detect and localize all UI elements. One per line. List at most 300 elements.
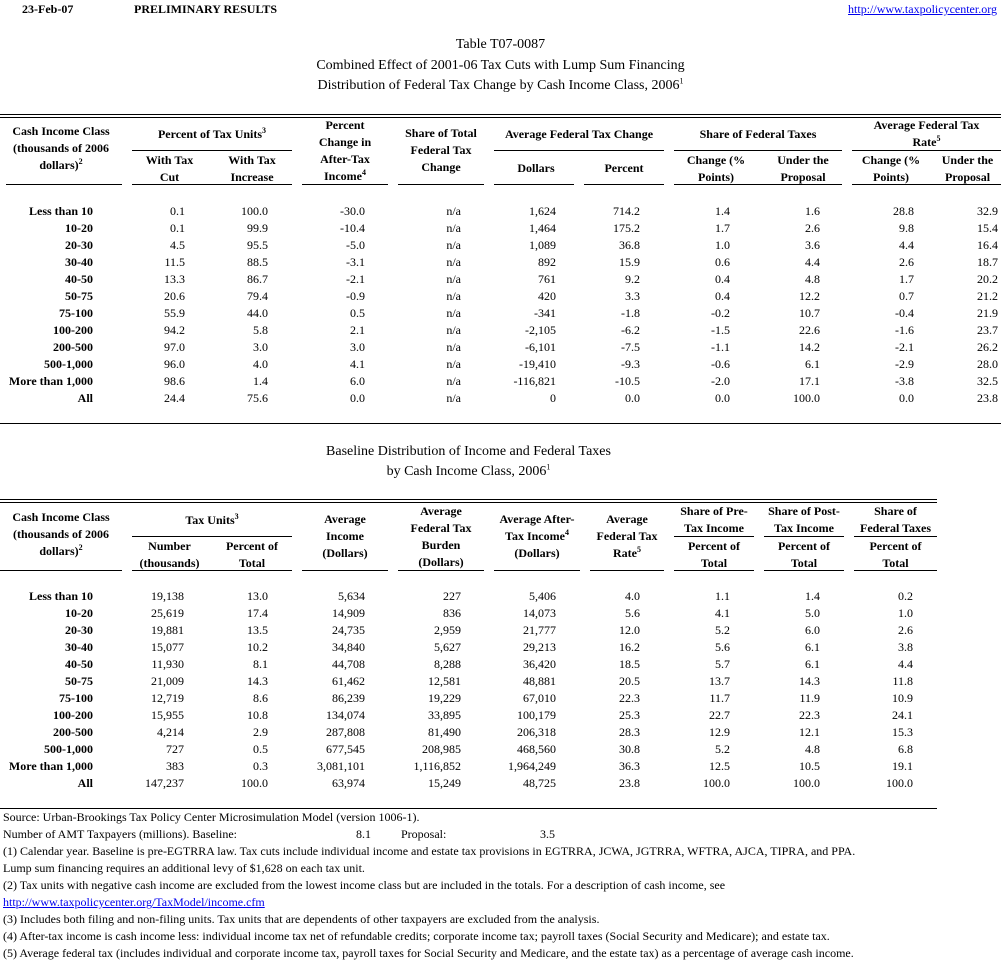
avg-tax-rate-cell: 12.0 xyxy=(619,623,640,637)
avg-after-tax-income-cell: 29,213 xyxy=(523,640,556,654)
header-line: Tax Income xyxy=(684,521,744,535)
avg-tax-burden-cell: 2,959 xyxy=(434,623,461,637)
header-line: Percent of xyxy=(869,539,922,553)
share-posttax-income-cell: 6.1 xyxy=(805,640,820,654)
avg-tax-rate-cell: 16.2 xyxy=(619,640,640,654)
share-under-proposal-cell: 6.1 xyxy=(805,357,820,371)
col-header-with-tax-increase xyxy=(212,152,292,186)
table-row xyxy=(0,673,1001,690)
rate-under-proposal-cell: 18.7 xyxy=(977,255,998,269)
share-change-points-cell: 1.0 xyxy=(715,238,730,252)
table-row xyxy=(0,690,1001,707)
avg-tax-rate-cell: 28.3 xyxy=(619,725,640,739)
with-tax-increase-cell: 1.4 xyxy=(253,374,268,388)
col-header-rate-under-proposal xyxy=(934,152,1001,186)
footnote-ref: 3 xyxy=(234,512,239,521)
avg-tax-rate-cell: 25.3 xyxy=(619,708,640,722)
avg-tax-burden-cell: 33,895 xyxy=(428,708,461,722)
table-row xyxy=(0,639,1001,656)
header-line: After-Tax xyxy=(320,152,370,166)
income-class-label: 75-100 xyxy=(59,691,93,705)
col-header-rate-change-points xyxy=(852,152,930,186)
income-class-label: More than 1,000 xyxy=(8,759,93,773)
rate-change-points-cell: 2.6 xyxy=(899,255,914,269)
share-total-change-cell: n/a xyxy=(446,391,461,405)
col-header-share-change-points xyxy=(674,152,758,186)
avg-change-dollars-cell: -19,410 xyxy=(519,357,556,371)
header-line: Share of Pre- xyxy=(680,504,748,518)
avg-change-percent-cell: -7.5 xyxy=(621,340,640,354)
table1-bottom-rule xyxy=(0,423,1001,424)
footnote-4: (4) After-tax income is cash income less: individual income tax net of refundable credits; corporate income tax; payroll taxes (Social Security and Medicare); and estate tax. xyxy=(3,929,830,943)
col-header-cash-income-class xyxy=(0,509,122,560)
average-income-cell: 86,239 xyxy=(332,691,365,705)
col-header-pct-change-after-tax xyxy=(302,117,388,185)
share-pretax-income-cell: 1.1 xyxy=(715,589,730,603)
share-fed-taxes-cell: 3.8 xyxy=(898,640,913,654)
with-tax-increase-cell: 100.0 xyxy=(241,204,268,218)
table2-top-rule xyxy=(0,499,937,500)
with-tax-increase-cell: 88.5 xyxy=(247,255,268,269)
footnote-2a: (2) Tax units with negative cash income are excluded from the lowest income class but are included in the totals. For a description of cash income, see xyxy=(3,878,726,892)
share-posttax-income-cell: 11.9 xyxy=(799,691,820,705)
header-line: Burden xyxy=(421,538,461,552)
avg-change-dollars-cell: 0 xyxy=(550,391,556,405)
with-tax-increase-cell: 44.0 xyxy=(247,306,268,320)
share-pretax-income-cell: 5.2 xyxy=(715,742,730,756)
avg-tax-rate-cell: 36.3 xyxy=(619,759,640,773)
avg-change-percent-cell: 36.8 xyxy=(619,238,640,252)
rate-under-proposal-cell: 16.4 xyxy=(977,238,998,252)
table-row xyxy=(0,390,1001,407)
rate-under-proposal-cell: 23.7 xyxy=(977,323,998,337)
share-under-proposal-cell: 1.6 xyxy=(805,204,820,218)
header-underline xyxy=(132,570,292,571)
header-line: Percent of xyxy=(777,539,831,553)
report-date: 23-Feb-07 xyxy=(22,2,74,16)
income-class-label: Less than 10 xyxy=(28,589,93,603)
header-text: dollars) xyxy=(39,544,79,558)
income-class-label: 500-1,000 xyxy=(44,742,93,756)
income-class-label: Less than 10 xyxy=(28,204,93,218)
income-class-label: 10-20 xyxy=(65,606,93,620)
income-class-label: 20-30 xyxy=(65,623,93,637)
col-header-avg-after-tax-income xyxy=(494,511,580,562)
pct-change-after-tax-cell: -5.0 xyxy=(346,238,365,252)
footnote-ref: 4 xyxy=(362,168,366,177)
share-fed-taxes-cell: 1.0 xyxy=(898,606,913,620)
header-underline xyxy=(852,184,1001,185)
share-under-proposal-cell: 4.4 xyxy=(805,255,820,269)
percent-of-total-cell: 14.3 xyxy=(247,674,268,688)
rate-change-points-cell: -0.4 xyxy=(895,306,914,320)
header-line: Percent xyxy=(325,118,365,132)
table-row xyxy=(0,758,1001,775)
avg-tax-burden-cell: 19,229 xyxy=(428,691,461,705)
pct-change-after-tax-cell: -2.1 xyxy=(346,272,365,286)
number-thousands-cell: 15,077 xyxy=(151,640,184,654)
average-income-cell: 677,545 xyxy=(326,742,365,756)
avg-tax-burden-cell: 81,490 xyxy=(428,725,461,739)
share-fed-taxes-cell: 6.8 xyxy=(898,742,913,756)
avg-after-tax-income-cell: 5,406 xyxy=(529,589,556,603)
income-class-label: All xyxy=(77,776,93,790)
header-underline xyxy=(398,570,484,571)
number-thousands-cell: 11,930 xyxy=(151,657,184,671)
avg-after-tax-income-cell: 48,881 xyxy=(523,674,556,688)
avg-tax-burden-cell: 12,581 xyxy=(428,674,461,688)
share-posttax-income-cell: 12.1 xyxy=(799,725,820,739)
share-under-proposal-cell: 12.2 xyxy=(799,289,820,303)
col-header-average-income xyxy=(302,511,388,562)
share-posttax-income-cell: 22.3 xyxy=(799,708,820,722)
col-header-with-tax-cut xyxy=(132,152,207,186)
col-header-number-thousands xyxy=(132,538,207,572)
share-pretax-income-cell: 5.6 xyxy=(715,640,730,654)
header-text: Income xyxy=(324,169,362,183)
rate-under-proposal-cell: 21.2 xyxy=(977,289,998,303)
rate-change-points-cell: 1.7 xyxy=(899,272,914,286)
header-line xyxy=(0,157,122,174)
avg-after-tax-income-cell: 67,010 xyxy=(523,691,556,705)
header-line: Percent of xyxy=(225,539,279,553)
share-pretax-income-cell: 22.7 xyxy=(709,708,730,722)
table-row xyxy=(0,707,1001,724)
header-text: Percent of Tax Units xyxy=(157,127,263,141)
share-change-points-cell: -1.1 xyxy=(711,340,730,354)
avg-tax-rate-cell: 20.5 xyxy=(619,674,640,688)
share-posttax-income-cell: 4.8 xyxy=(805,742,820,756)
income-class-label: 20-30 xyxy=(65,238,93,252)
number-thousands-cell: 15,955 xyxy=(151,708,184,722)
table-row xyxy=(0,588,1001,605)
header-underline xyxy=(674,570,754,571)
share-fed-taxes-cell: 4.4 xyxy=(898,657,913,671)
avg-change-dollars-cell: -116,821 xyxy=(513,374,556,388)
avg-tax-rate-cell: 22.3 xyxy=(619,691,640,705)
header-line: Average After- xyxy=(499,512,575,526)
pct-change-after-tax-cell: 2.1 xyxy=(350,323,365,337)
header-underline xyxy=(302,570,388,571)
pct-change-after-tax-cell: 6.0 xyxy=(350,374,365,388)
source-note: Source: Urban-Brookings Tax Policy Center Microsimulation Model (version 1006-1). xyxy=(3,810,420,824)
share-total-change-cell: n/a xyxy=(446,255,461,269)
group-underline xyxy=(132,536,292,537)
with-tax-cut-cell: 55.9 xyxy=(164,306,185,320)
table-row xyxy=(0,220,1001,237)
share-change-points-cell: 1.7 xyxy=(715,221,730,235)
table1-top-rule xyxy=(0,114,1001,115)
group-underline xyxy=(674,536,754,537)
avg-tax-burden-cell: 1,116,852 xyxy=(413,759,461,773)
table1-title-main: Combined Effect of 2001-06 Tax Cuts with Lump Sum Financing xyxy=(316,58,685,73)
header-line: With Tax xyxy=(145,153,194,167)
with-tax-increase-cell: 79.4 xyxy=(247,289,268,303)
percent-of-total-cell: 10.8 xyxy=(247,708,268,722)
avg-change-dollars-cell: 761 xyxy=(538,272,556,286)
average-income-cell: 44,708 xyxy=(332,657,365,671)
share-change-points-cell: -0.6 xyxy=(711,357,730,371)
share-under-proposal-cell: 10.7 xyxy=(799,306,820,320)
header-underline xyxy=(398,184,484,185)
avg-tax-burden-cell: 227 xyxy=(443,589,461,603)
percent-of-total-cell: 13.5 xyxy=(247,623,268,637)
col-header-dollars: Dollars xyxy=(517,161,555,175)
header-underline xyxy=(0,570,122,571)
rate-under-proposal-cell: 20.2 xyxy=(977,272,998,286)
percent-of-total-cell: 10.2 xyxy=(247,640,268,654)
group-underline xyxy=(854,536,937,537)
header-line: Total xyxy=(700,556,728,570)
col-group-tax-units xyxy=(132,512,292,529)
income-definition-link[interactable]: http://www.taxpolicycenter.org/TaxModel/income.cfm xyxy=(3,895,265,909)
with-tax-cut-cell: 96.0 xyxy=(164,357,185,371)
header-line: Points) xyxy=(698,170,734,184)
with-tax-increase-cell: 99.9 xyxy=(247,221,268,235)
with-tax-cut-cell: 20.6 xyxy=(164,289,185,303)
with-tax-increase-cell: 95.5 xyxy=(247,238,268,252)
col-header-share-under-proposal xyxy=(764,152,842,186)
avg-change-percent-cell: 3.3 xyxy=(625,289,640,303)
col-group-percent-tax-units xyxy=(132,126,292,143)
avg-change-percent-cell: 0.0 xyxy=(625,391,640,405)
header-line: Total xyxy=(882,556,909,570)
table-row xyxy=(0,237,1001,254)
footnote-ref: 4 xyxy=(564,528,569,537)
header-underline xyxy=(6,184,122,185)
income-class-label: 100-200 xyxy=(53,323,93,337)
income-class-label: 75-100 xyxy=(59,306,93,320)
avg-after-tax-income-cell: 14,073 xyxy=(523,606,556,620)
share-change-points-cell: 0.6 xyxy=(715,255,730,269)
header-line: Cash Income Class xyxy=(12,124,110,138)
avg-change-percent-cell: -6.2 xyxy=(621,323,640,337)
avg-tax-burden-cell: 15,249 xyxy=(428,776,461,790)
header-line: Federal Taxes xyxy=(860,521,931,535)
share-fed-taxes-cell: 2.6 xyxy=(898,623,913,637)
percent-of-total-cell: 100.0 xyxy=(241,776,268,790)
footnote-ref: 1 xyxy=(546,462,551,472)
share-under-proposal-cell: 22.6 xyxy=(799,323,820,337)
average-income-cell: 14,909 xyxy=(332,606,365,620)
header-line: Proposal xyxy=(780,170,826,184)
avg-tax-rate-cell: 30.8 xyxy=(619,742,640,756)
rate-under-proposal-cell: 32.5 xyxy=(977,374,998,388)
share-pretax-income-cell: 12.9 xyxy=(709,725,730,739)
header-line: Under the xyxy=(777,153,829,167)
header-line: Share of xyxy=(874,504,917,518)
group-underline xyxy=(494,150,664,151)
header-line: With Tax xyxy=(228,153,276,167)
table-row xyxy=(0,373,1001,390)
header-text: Tax Units xyxy=(185,513,235,527)
footnote-ref: 5 xyxy=(936,134,941,143)
rate-under-proposal-cell: 28.0 xyxy=(977,357,998,371)
col-header-cash-income-class xyxy=(0,123,122,174)
income-class-label: 10-20 xyxy=(65,221,93,235)
number-thousands-cell: 147,237 xyxy=(145,776,184,790)
avg-change-dollars-cell: -6,101 xyxy=(525,340,556,354)
col-group-share-fed-taxes: Share of Federal Taxes xyxy=(699,127,817,141)
with-tax-increase-cell: 86.7 xyxy=(247,272,268,286)
share-pretax-income-cell: 11.7 xyxy=(709,691,730,705)
average-income-cell: 134,074 xyxy=(326,708,365,722)
income-class-label: 100-200 xyxy=(53,708,93,722)
share-fed-taxes-cell: 100.0 xyxy=(886,776,913,790)
footnote-5: (5) Average federal tax (includes individual and corporate income tax, payroll taxes for Social Security and Medicare, and the estate tax) as a percentage of average cash income. xyxy=(3,946,854,960)
footnote-ref: 2 xyxy=(78,543,83,552)
header-underline xyxy=(494,570,580,571)
avg-after-tax-income-cell: 100,179 xyxy=(517,708,556,722)
pct-change-after-tax-cell: 0.5 xyxy=(350,306,365,320)
footnote-1b: Lump sum financing requires an additional levy of $1,628 on each tax unit. xyxy=(3,861,365,875)
header-underline xyxy=(132,184,292,185)
share-total-change-cell: n/a xyxy=(446,238,461,252)
header-line: (thousands of 2006 xyxy=(12,527,110,541)
with-tax-cut-cell: 4.5 xyxy=(170,238,185,252)
table-row xyxy=(0,254,1001,271)
with-tax-cut-cell: 0.1 xyxy=(170,204,185,218)
header-line: Percent of xyxy=(687,539,741,553)
table1-title-sub-text: Distribution of Federal Tax Change by Cash Income Class, 2006 xyxy=(317,78,680,93)
col-header-share-pretax-income xyxy=(674,503,754,537)
income-class-label: 40-50 xyxy=(65,272,93,286)
share-posttax-income-cell: 1.4 xyxy=(805,589,820,603)
share-fed-taxes-cell: 24.1 xyxy=(892,708,913,722)
header-line: (thousands of 2006 xyxy=(12,141,110,155)
header-line: Change (% xyxy=(861,153,921,167)
header-underline xyxy=(764,570,844,571)
col-header-avg-fed-tax-rate xyxy=(590,511,664,562)
avg-change-dollars-cell: 1,624 xyxy=(529,204,556,218)
share-fed-taxes-cell: 11.8 xyxy=(892,674,913,688)
income-class-label: 50-75 xyxy=(65,674,93,688)
header-line: Cash Income Class xyxy=(12,510,110,524)
number-thousands-cell: 383 xyxy=(166,759,184,773)
header-line xyxy=(590,545,664,562)
pct-change-after-tax-cell: -0.9 xyxy=(346,289,365,303)
table-row xyxy=(0,339,1001,356)
group-underline xyxy=(852,150,1001,151)
table-row xyxy=(0,656,1001,673)
share-total-change-cell: n/a xyxy=(446,340,461,354)
pct-change-after-tax-cell: -30.0 xyxy=(340,204,365,218)
avg-tax-burden-cell: 8,288 xyxy=(434,657,461,671)
table1-top-rule-2 xyxy=(0,117,1001,118)
header-line: Number xyxy=(148,539,191,553)
header-line: Income xyxy=(326,529,364,543)
header-line: Under the xyxy=(941,153,994,167)
average-income-cell: 287,808 xyxy=(326,725,365,739)
avg-change-percent-cell: 15.9 xyxy=(619,255,640,269)
number-thousands-cell: 19,881 xyxy=(151,623,184,637)
income-class-label: 40-50 xyxy=(65,657,93,671)
header-line: Average xyxy=(606,512,648,526)
pct-change-after-tax-cell: 3.0 xyxy=(350,340,365,354)
header-line: Points) xyxy=(873,170,909,184)
rate-under-proposal-cell: 23.8 xyxy=(977,391,998,405)
share-total-change-cell: n/a xyxy=(446,323,461,337)
avg-change-dollars-cell: 1,464 xyxy=(529,221,556,235)
with-tax-cut-cell: 11.5 xyxy=(164,255,185,269)
share-under-proposal-cell: 2.6 xyxy=(805,221,820,235)
with-tax-cut-cell: 94.2 xyxy=(164,323,185,337)
with-tax-cut-cell: 0.1 xyxy=(170,221,185,235)
rate-change-points-cell: -2.9 xyxy=(895,357,914,371)
header-underline xyxy=(590,570,664,571)
header-url-link[interactable]: http://www.taxpolicycenter.org xyxy=(848,2,997,16)
income-class-label: 200-500 xyxy=(53,725,93,739)
table-row xyxy=(0,305,1001,322)
col-header-pretax-percent-of-total xyxy=(674,538,754,572)
rate-under-proposal-cell: 15.4 xyxy=(977,221,998,235)
header-underline xyxy=(302,184,388,185)
footnote-ref: 5 xyxy=(637,545,641,554)
avg-tax-burden-cell: 208,985 xyxy=(422,742,461,756)
title-text: by Cash Income Class, 2006 xyxy=(386,464,547,479)
share-posttax-income-cell: 14.3 xyxy=(799,674,820,688)
with-tax-cut-cell: 98.6 xyxy=(164,374,185,388)
header-line xyxy=(302,168,388,185)
table-row xyxy=(0,741,1001,758)
share-pretax-income-cell: 100.0 xyxy=(703,776,730,790)
pct-change-after-tax-cell: 4.1 xyxy=(350,357,365,371)
avg-change-dollars-cell: 420 xyxy=(538,289,556,303)
avg-change-dollars-cell: -341 xyxy=(534,306,556,320)
percent-of-total-cell: 17.4 xyxy=(247,606,268,620)
avg-change-dollars-cell: -2,105 xyxy=(525,323,556,337)
header-line: Average Federal Tax xyxy=(873,118,980,132)
average-income-cell: 34,840 xyxy=(332,640,365,654)
rate-under-proposal-cell: 21.9 xyxy=(977,306,998,320)
avg-change-percent-cell: -1.8 xyxy=(621,306,640,320)
percent-of-total-cell: 0.3 xyxy=(253,759,268,773)
number-thousands-cell: 12,719 xyxy=(151,691,184,705)
header-line: Change in xyxy=(318,135,372,149)
share-fed-taxes-cell: 15.3 xyxy=(892,725,913,739)
table-row xyxy=(0,605,1001,622)
share-under-proposal-cell: 4.8 xyxy=(805,272,820,286)
rate-change-points-cell: 0.7 xyxy=(899,289,914,303)
share-total-change-cell: n/a xyxy=(446,374,461,388)
col-header-share-total-change xyxy=(398,125,484,176)
avg-after-tax-income-cell: 206,318 xyxy=(517,725,556,739)
rate-change-points-cell: -3.8 xyxy=(895,374,914,388)
share-pretax-income-cell: 4.1 xyxy=(715,606,730,620)
share-under-proposal-cell: 100.0 xyxy=(793,391,820,405)
share-pretax-income-cell: 12.5 xyxy=(709,759,730,773)
group-underline xyxy=(674,150,842,151)
income-class-label: 500-1,000 xyxy=(44,357,93,371)
avg-after-tax-income-cell: 48,725 xyxy=(523,776,556,790)
table-row xyxy=(0,271,1001,288)
share-pretax-income-cell: 13.7 xyxy=(709,674,730,688)
footnote-ref: 1 xyxy=(679,76,684,86)
header-line: (Dollars) xyxy=(322,546,368,560)
avg-tax-rate-cell: 23.8 xyxy=(619,776,640,790)
income-class-label: All xyxy=(77,391,93,405)
header-line: Proposal xyxy=(944,170,991,184)
rate-change-points-cell: -1.6 xyxy=(895,323,914,337)
header-line xyxy=(852,134,1001,151)
share-pretax-income-cell: 5.2 xyxy=(715,623,730,637)
footnote-ref: 3 xyxy=(262,126,267,135)
avg-change-percent-cell: 714.2 xyxy=(613,204,640,218)
header-line: Average xyxy=(324,512,366,526)
rate-change-points-cell: -2.1 xyxy=(895,340,914,354)
share-posttax-income-cell: 100.0 xyxy=(793,776,820,790)
number-thousands-cell: 4,214 xyxy=(157,725,184,739)
